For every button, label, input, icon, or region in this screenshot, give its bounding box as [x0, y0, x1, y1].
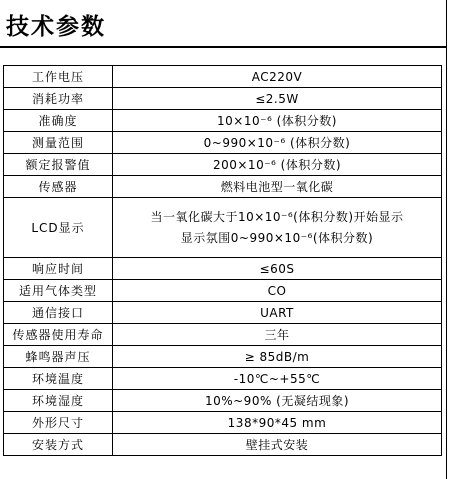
spec-value-line: 显示氛围0~990×10⁻⁶(体积分数) [180, 230, 374, 245]
table-row [4, 66, 442, 88]
spec-label: 额定报警值 [4, 154, 113, 176]
table-row [4, 88, 442, 110]
table-row [4, 434, 442, 456]
table-row [4, 280, 442, 302]
spec-value: 壁挂式安装 [113, 434, 442, 456]
page-title: 技术参数 [6, 14, 106, 40]
spec-value: 0~990×10⁻⁶ (体积分数) [113, 132, 442, 154]
table-row [4, 110, 442, 132]
table-row [4, 302, 442, 324]
page-right-border [446, 0, 447, 479]
table-row [4, 258, 442, 280]
spec-value [113, 198, 442, 258]
spec-value: ≤2.5W [113, 88, 442, 110]
table-row [4, 154, 442, 176]
spec-table [3, 65, 442, 456]
spec-label: 安装方式 [4, 434, 113, 456]
table-row [4, 346, 442, 368]
spec-value-line: 当一氧化碳大于10×10⁻⁶(体积分数)开始显示 [150, 209, 404, 224]
spec-value: 10×10⁻⁶ (体积分数) [113, 110, 442, 132]
spec-value: -10℃~+55℃ [113, 368, 442, 390]
spec-value: CO [113, 280, 442, 302]
spec-value: ≤60S [113, 258, 442, 280]
spec-label: 外形尺寸 [4, 412, 113, 434]
title-underline [0, 46, 446, 48]
table-row [4, 368, 442, 390]
spec-value: 10%~90% (无凝结现象) [113, 390, 442, 412]
spec-label: LCD显示 [4, 198, 113, 258]
table-row [4, 412, 442, 434]
table-row [4, 132, 442, 154]
spec-label: 响应时间 [4, 258, 113, 280]
spec-value: 138*90*45 mm [113, 412, 442, 434]
spec-label: 准确度 [4, 110, 113, 132]
spec-label: 传感器使用寿命 [4, 324, 113, 346]
spec-label: 工作电压 [4, 66, 113, 88]
spec-value: ≥ 85dB/m [113, 346, 442, 368]
spec-label: 消耗功率 [4, 88, 113, 110]
spec-label: 环境湿度 [4, 390, 113, 412]
table-row [4, 390, 442, 412]
spec-value: 三年 [113, 324, 442, 346]
table-row [4, 324, 442, 346]
table-row [4, 176, 442, 198]
spec-value: 燃料电池型一氧化碳 [113, 176, 442, 198]
spec-value: UART [113, 302, 442, 324]
spec-label: 蜂鸣器声压 [4, 346, 113, 368]
spec-value: AC220V [113, 66, 442, 88]
spec-label: 通信接口 [4, 302, 113, 324]
spec-label: 传感器 [4, 176, 113, 198]
spec-label: 测量范围 [4, 132, 113, 154]
spec-label: 环境温度 [4, 368, 113, 390]
spec-label: 适用气体类型 [4, 280, 113, 302]
table-row [4, 198, 442, 258]
spec-value: 200×10⁻⁶ (体积分数) [113, 154, 442, 176]
